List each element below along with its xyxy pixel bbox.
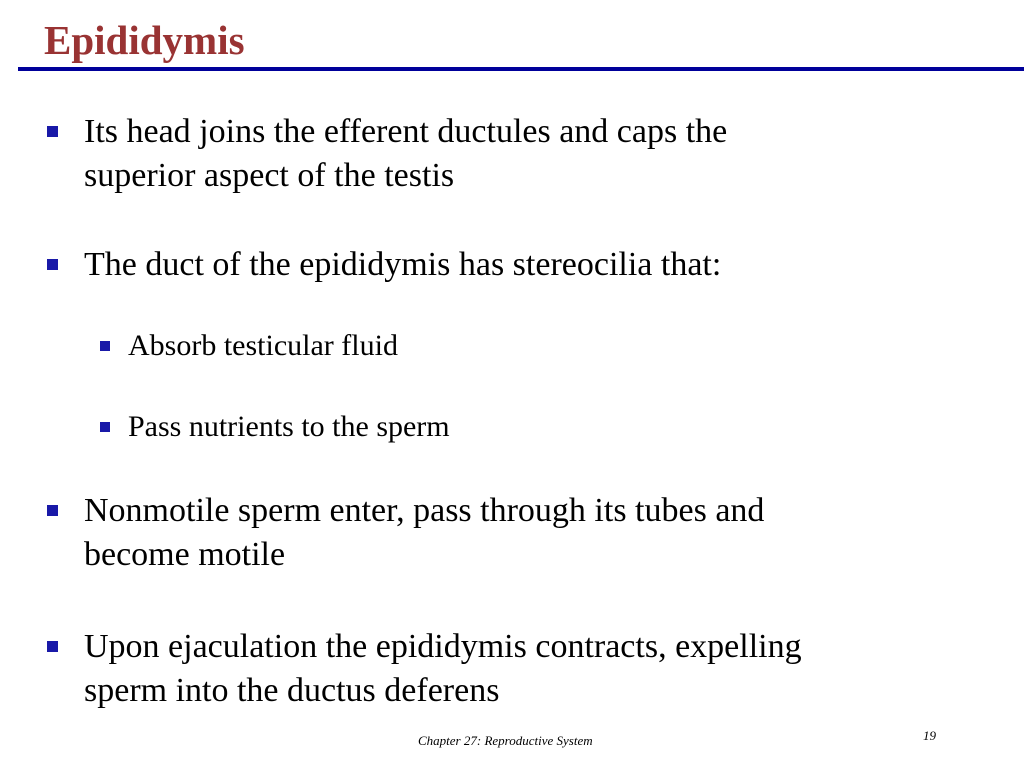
bullet-text-line: Absorb testicular fluid <box>128 329 398 362</box>
sub-bullet-item <box>128 326 398 366</box>
sub-bullet-item <box>128 407 450 447</box>
bullet-item <box>84 489 764 577</box>
square-bullet-icon <box>100 341 110 351</box>
bullet-item <box>84 243 721 287</box>
bullet-text-line: Nonmotile sperm enter, pass through its tubes and <box>84 492 765 529</box>
bullet-text-line: superior aspect of the testis <box>84 157 455 194</box>
bullet-item <box>84 625 802 713</box>
slide-title: Epididymis <box>44 17 245 63</box>
square-bullet-icon <box>47 641 58 652</box>
square-bullet-icon <box>47 126 58 137</box>
slide-footer: Chapter 27: Reproductive System <box>418 733 593 748</box>
square-bullet-icon <box>47 505 58 516</box>
square-bullet-icon <box>100 422 110 432</box>
bullet-text-line: Pass nutrients to the sperm <box>128 410 450 443</box>
bullet-text-line: Upon ejaculation the epididymis contracts, expelling <box>84 628 802 665</box>
bullet-text-line: The duct of the epididymis has stereocilia that: <box>84 246 722 283</box>
bullet-item <box>84 110 727 198</box>
bullet-text-line: sperm into the ductus deferens <box>84 672 500 709</box>
square-bullet-icon <box>47 259 58 270</box>
bullet-text-line: become motile <box>84 536 286 573</box>
page-number: 19 <box>923 728 936 743</box>
bullet-text-line: Its head joins the efferent ductules and caps the <box>84 113 728 150</box>
